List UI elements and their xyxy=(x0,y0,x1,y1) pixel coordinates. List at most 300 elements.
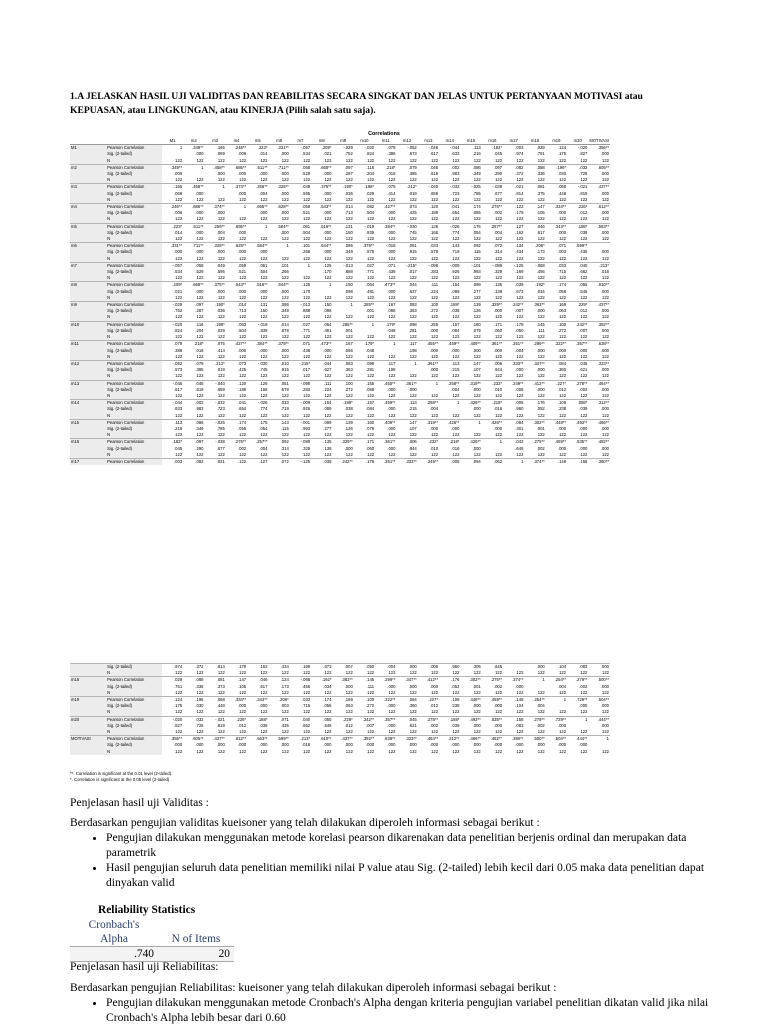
correlation-cell: .000 xyxy=(600,406,609,412)
correlation-cell: -.025 xyxy=(460,184,481,191)
correlation-cell: .108 xyxy=(439,697,460,704)
correlation-cell: 122 xyxy=(388,689,396,695)
correlation-cell: .029 xyxy=(216,327,225,333)
correlation-cell: .459** xyxy=(546,439,567,446)
correlation-cell: .069 xyxy=(216,151,225,157)
correlation-cell: 122 xyxy=(217,670,225,676)
correlation-cell: 122 xyxy=(452,314,460,320)
correlation-cell: .915 xyxy=(280,367,289,373)
correlation-cell: .771 xyxy=(365,269,375,275)
table-row xyxy=(70,432,610,439)
correlation-cell: .160 xyxy=(354,419,375,426)
table-row xyxy=(70,184,610,191)
correlation-cell: .414 xyxy=(387,190,396,196)
correlation-cell: 122 xyxy=(452,451,460,457)
table-row xyxy=(70,282,610,289)
correlation-cell: 122 xyxy=(281,177,289,183)
correlation-cell: .048 xyxy=(365,347,375,353)
correlation-cell: .713 xyxy=(344,210,353,216)
correlation-cell: .147 xyxy=(226,677,247,684)
row-statistic-label: N xyxy=(105,393,162,400)
correlation-cell: .039 xyxy=(451,722,460,728)
correlation-cell: .329 xyxy=(493,269,503,275)
correlation-cell: .176 xyxy=(439,677,460,684)
correlation-cell: .154 xyxy=(439,282,460,289)
correlation-cell: .006 xyxy=(515,386,524,392)
correlation-cell: .459** xyxy=(482,697,503,704)
correlation-cell: .062 xyxy=(482,458,503,465)
correlation-cell: .673 xyxy=(311,664,332,671)
correlation-cell: .179 xyxy=(515,210,524,216)
correlation-cell: .032 xyxy=(183,716,204,723)
table-row xyxy=(70,216,610,223)
correlation-cell: .099 xyxy=(460,282,481,289)
correlation-cell: .711** xyxy=(268,164,289,171)
correlation-cell: 122 xyxy=(388,748,396,754)
correlation-cell: 122 xyxy=(452,729,460,735)
correlation-cell: 122 xyxy=(324,353,332,359)
correlation-cell: 122 xyxy=(260,670,268,676)
correlation-cell: .290 xyxy=(493,171,503,177)
row-statistic-label: Sig. (2-tailed) xyxy=(105,328,162,334)
correlation-cell: 122 xyxy=(452,670,460,676)
correlation-cell: .000 xyxy=(579,347,588,353)
correlation-cell: .169 xyxy=(546,302,567,309)
correlation-cell: .097 xyxy=(183,439,204,446)
correlation-cell: -.020 xyxy=(162,716,183,723)
correlation-cell: .437** xyxy=(332,736,353,743)
correlation-cell: -.020 xyxy=(354,145,375,152)
correlation-cell: 122 xyxy=(260,216,268,222)
correlation-cell: .000 xyxy=(195,229,204,235)
correlation-cell: .212* xyxy=(396,184,417,191)
correlation-cell xyxy=(588,243,610,250)
correlation-cell: .010 xyxy=(429,445,439,451)
correlation-cell: 122 xyxy=(602,196,609,202)
correlation-cell: 122 xyxy=(473,748,481,754)
correlation-cell: .983 xyxy=(451,171,460,177)
correlation-cell: .839 xyxy=(259,327,268,333)
correlation-cell: .038 xyxy=(451,308,460,314)
table-row xyxy=(70,709,610,716)
correlation-cell: .084 xyxy=(396,697,417,704)
correlation-cell: .659 xyxy=(429,190,439,196)
row-statistic-label: Pearson Correlation xyxy=(105,419,162,426)
row-statistic-label: Sig. (2-tailed) xyxy=(105,348,162,354)
correlation-cell: 122 xyxy=(239,353,247,359)
correlation-cell: .003 xyxy=(503,145,524,152)
correlation-cell: .000 xyxy=(600,386,609,392)
row-statistic-label: N xyxy=(105,432,162,439)
correlation-cell: 122 xyxy=(345,373,353,379)
correlation-cell: .036 xyxy=(344,190,353,196)
correlation-cell: .016 xyxy=(195,347,204,353)
row-statistic-label: Pearson Correlation xyxy=(105,677,162,684)
correlation-cell: 122 xyxy=(239,177,247,183)
row-statistic-label: Sig. (2-tailed) xyxy=(105,289,162,295)
correlation-cell: 1 xyxy=(396,360,417,367)
correlation-cell: 122 xyxy=(537,216,545,222)
correlation-cell: .089 xyxy=(451,288,460,294)
correlation-cell: 122 xyxy=(431,334,439,340)
correlation-cell: 122 xyxy=(281,157,289,163)
correlation-cell: .165 xyxy=(204,145,225,152)
table-row xyxy=(70,236,610,243)
correlation-cell: 122 xyxy=(559,451,567,457)
correlation-cell: -.032 xyxy=(204,400,225,407)
correlation-cell: .051 xyxy=(268,380,289,387)
correlation-cell: .595 xyxy=(216,269,225,275)
correlation-cell: 122 xyxy=(602,236,609,242)
correlation-cell: 122 xyxy=(516,412,524,418)
column-header: m8 xyxy=(311,138,332,145)
correlation-cell: 122 xyxy=(473,196,481,202)
correlation-cell: .545 xyxy=(323,722,332,728)
correlation-cell: .097 xyxy=(183,302,204,309)
correlation-cell: .100 xyxy=(354,697,375,704)
correlation-cell: 122 xyxy=(388,334,396,340)
correlation-cell: .374** xyxy=(524,458,545,465)
correlation-cell: .000 xyxy=(557,229,567,235)
column-header: m4 xyxy=(226,138,247,145)
correlation-cell: .111 xyxy=(418,282,439,289)
correlation-cell: .360 xyxy=(408,703,417,709)
correlation-cell: -.052 xyxy=(396,145,417,152)
correlation-cell: 122 xyxy=(175,255,183,261)
correlation-cell: 122 xyxy=(495,729,503,735)
correlation-cell: 122 xyxy=(537,689,545,695)
correlation-cell: 122 xyxy=(559,236,567,242)
correlation-cell: 122 xyxy=(495,255,503,261)
correlation-cell: .000 xyxy=(323,249,332,255)
correlation-cell: -.068 xyxy=(290,677,311,684)
table-row xyxy=(70,256,610,263)
correlation-cell: 122 xyxy=(516,236,524,242)
correlation-cell: .000 xyxy=(493,742,503,748)
correlation-cell: .448** xyxy=(460,697,481,704)
correlation-cell: .086 xyxy=(460,164,481,171)
correlation-cell: 122 xyxy=(516,353,524,359)
row-statistic-label: N xyxy=(105,670,162,677)
correlation-cell: .058 xyxy=(290,164,311,171)
row-statistic-label: N xyxy=(105,354,162,361)
row-variable-label: m9 xyxy=(70,302,105,309)
correlation-cell: .192* xyxy=(524,282,545,289)
correlation-cell: .012 xyxy=(579,210,588,216)
correlation-cell: .162 xyxy=(247,664,268,671)
correlation-cell: 122 xyxy=(473,392,481,398)
correlation-cell: .168 xyxy=(259,386,268,392)
correlation-cell: .021 xyxy=(323,151,332,157)
correlation-cell: -.101 xyxy=(460,262,481,269)
correlation-cell: .275** xyxy=(524,439,545,446)
correlation-cell: .752 xyxy=(174,308,183,314)
correlation-cell: -.021 xyxy=(567,184,588,191)
correlation-cell: .926 xyxy=(451,269,460,275)
correlation-cell: .000 xyxy=(280,190,289,196)
correlation-cell: .000 xyxy=(323,742,332,748)
correlation-cell: -.215* xyxy=(396,262,417,269)
correlation-cell: 122 xyxy=(452,177,460,183)
correlation-cell: .357** xyxy=(567,341,588,348)
correlation-cell: 122 xyxy=(580,314,588,320)
correlation-cell: .944 xyxy=(493,367,503,373)
correlation-cell: .135 xyxy=(482,282,503,289)
correlation-cell: 1 xyxy=(567,716,588,723)
correlation-cell: 122 xyxy=(324,373,332,379)
column-header xyxy=(70,138,105,145)
correlation-cell: .349 xyxy=(472,171,481,177)
correlation-cell: 122 xyxy=(388,177,396,183)
correlation-cell: 122 xyxy=(388,157,396,163)
correlation-cell: .188* xyxy=(567,223,588,230)
correlation-cell: .323** xyxy=(588,360,610,367)
correlation-cell: .249** xyxy=(503,380,524,387)
correlation-cell: 1 xyxy=(162,145,183,152)
correlation-cell: 122 xyxy=(473,373,481,379)
correlation-cell: .628** xyxy=(268,204,289,211)
correlation-cell: .000 xyxy=(216,171,225,177)
correlation-cell: .098 xyxy=(354,360,375,367)
correlation-cell: .126 xyxy=(247,380,268,387)
correlation-cell: 1 xyxy=(588,736,610,743)
column-header: m6 xyxy=(268,138,289,145)
correlation-cell: 122 xyxy=(196,729,204,735)
correlation-cell: .448 xyxy=(216,703,225,709)
correlation-cell: 122 xyxy=(345,729,353,735)
correlation-cell: .363** xyxy=(332,677,353,684)
correlation-cell: .000 xyxy=(237,703,247,709)
correlation-cell: 122 xyxy=(516,373,524,379)
correlation-cell: .176 xyxy=(524,400,545,407)
correlation-cell: .206* xyxy=(524,243,545,250)
correlation-cell: .000 xyxy=(280,347,289,353)
correlation-cell: .198* xyxy=(354,184,375,191)
correlation-cell: .000 xyxy=(600,722,609,728)
assignment-heading: 1.A JELASKAN HASIL UJI VALIDITAS DAN REABILITAS SECARA SINGKAT DAN JELAS UNTUK PERTANYAAN MOTIVASI atau KEPUASAN, atau LINGKUNGAN, atau KINERJA (Pilih salah satu saja). xyxy=(70,91,643,116)
row-statistic-label: Pearson Correlation xyxy=(105,164,162,171)
correlation-cell: .599** xyxy=(268,736,289,743)
correlation-cell: -.013 xyxy=(332,262,353,269)
validity-bullets xyxy=(70,830,710,890)
correlation-cell: .188* xyxy=(247,716,268,723)
correlation-cell: .612** xyxy=(226,736,247,743)
row-variable-label xyxy=(70,709,105,716)
correlation-cell: .373 xyxy=(216,683,225,689)
correlation-cell: .686** xyxy=(183,204,204,211)
correlation-cell: 122 xyxy=(431,255,439,261)
correlation-cell: .275** xyxy=(482,677,503,684)
correlation-cell: 122 xyxy=(516,216,524,222)
correlation-cell: .218* xyxy=(439,439,460,446)
correlation-cell: 122 xyxy=(495,748,503,754)
correlation-cell: 122 xyxy=(431,412,439,418)
correlation-cell: .272 xyxy=(557,327,567,333)
correlation-cell: 122 xyxy=(431,373,439,379)
correlation-cell: .218* xyxy=(482,400,503,407)
correlation-cell: 122 xyxy=(473,432,481,438)
correlation-cell: .209* xyxy=(162,282,183,289)
table-row xyxy=(70,314,610,321)
correlation-cell: .573 xyxy=(408,151,417,157)
row-statistic-label: Sig. (2-tailed) xyxy=(105,664,162,671)
correlation-cell: .054 xyxy=(472,229,481,235)
correlation-cell: 122 xyxy=(324,236,332,242)
correlation-cell: 122 xyxy=(367,353,375,359)
correlation-cell: .056 xyxy=(557,288,567,294)
correlation-cell: .029 xyxy=(162,677,183,684)
correlation-cell: .745 xyxy=(259,367,268,373)
correlation-cell: .504** xyxy=(588,697,610,704)
correlation-cell: .145 xyxy=(354,677,375,684)
correlation-cell: 122 xyxy=(239,275,247,281)
correlation-cell: 122 xyxy=(473,670,481,676)
correlation-cell: .083 xyxy=(396,302,417,309)
row-statistic-label: N xyxy=(105,216,162,223)
correlation-cell: .654 xyxy=(237,406,247,412)
correlation-cell: -.089 xyxy=(482,262,503,269)
row-statistic-label: Sig. (2-tailed) xyxy=(105,269,162,275)
correlation-cell: .155 xyxy=(354,380,375,387)
correlation-cell: 122 xyxy=(452,709,460,715)
correlation-cell: .824 xyxy=(174,327,183,333)
correlation-cell: 122 xyxy=(196,255,204,261)
correlation-cell: .002 xyxy=(493,210,503,216)
correlation-cell: .535** xyxy=(482,716,503,723)
correlation-cell: 122 xyxy=(473,353,481,359)
correlation-cell: .409** xyxy=(375,419,396,426)
correlation-cell: .107 xyxy=(472,367,481,373)
correlation-cell: .529 xyxy=(301,171,311,177)
correlation-cell: .021 xyxy=(174,288,183,294)
correlation-cell: .046 xyxy=(524,223,545,230)
correlation-cell: 122 xyxy=(260,294,268,300)
correlation-cell: .188* xyxy=(332,400,353,407)
correlation-cell: .147 xyxy=(524,204,545,211)
correlation-cell: .771 xyxy=(301,327,311,333)
correlation-cell: 122 xyxy=(324,689,332,695)
column-header xyxy=(105,138,162,145)
table-row xyxy=(70,729,610,736)
correlation-cell: 122 xyxy=(409,236,417,242)
correlation-cell: -.018 xyxy=(375,243,396,250)
correlation-cell: .272 xyxy=(429,308,439,314)
correlation-cell: 122 xyxy=(281,373,289,379)
correlation-cell: .209* xyxy=(311,145,332,152)
correlation-cell: 122 xyxy=(217,314,225,320)
correlation-cell: .005 xyxy=(439,458,460,465)
correlation-cell: .000 xyxy=(344,683,353,689)
correlation-cell: 122 xyxy=(239,196,247,202)
correlation-cell: 122 xyxy=(217,709,225,715)
correlation-cell: .000 xyxy=(472,703,481,709)
correlation-cell: 122 xyxy=(260,255,268,261)
correlation-cell: 122 xyxy=(217,177,225,183)
correlation-cell: 122 xyxy=(473,177,481,183)
correlation-cell: .000 xyxy=(216,210,225,216)
correlation-cell: .619 xyxy=(429,171,439,177)
correlation-cell: .086 xyxy=(332,243,353,250)
correlation-cell: .227* xyxy=(418,697,439,704)
correlation-cell: .044 xyxy=(396,282,417,289)
correlation-cell: 122 xyxy=(495,432,503,438)
row-statistic-label: Sig. (2-tailed) xyxy=(105,151,162,157)
correlation-cell: .839 xyxy=(365,229,375,235)
correlation-cell: 122 xyxy=(281,729,289,735)
correlation-cell: 122 xyxy=(303,236,311,242)
correlation-cell: .504 xyxy=(259,269,268,275)
correlation-cell: .000 xyxy=(195,742,204,748)
row-statistic-label: Pearson Correlation xyxy=(105,341,162,348)
correlation-cell: .302** xyxy=(524,419,545,426)
correlation-cell: .000 xyxy=(451,425,460,431)
correlation-cell: 122 xyxy=(473,216,481,222)
correlation-cell: 122 xyxy=(303,177,311,183)
correlation-cell: .084 xyxy=(451,327,460,333)
correlation-cell: 122 xyxy=(239,216,247,222)
correlation-cell: .040 xyxy=(290,716,311,723)
row-variable-label: m2 xyxy=(70,164,105,171)
column-header: m9 xyxy=(332,138,353,145)
correlation-cell: 122 xyxy=(431,275,439,281)
correlation-cell: 122 xyxy=(409,314,417,320)
correlation-cell: .014 xyxy=(226,302,247,309)
correlation-cell: .000 xyxy=(600,347,609,353)
correlation-cell: 122 xyxy=(217,392,225,398)
correlation-cell: 122 xyxy=(388,216,396,222)
correlation-cell: .171 xyxy=(354,439,375,446)
correlation-cell: .000 xyxy=(387,288,396,294)
column-header: m16 xyxy=(482,138,503,145)
correlation-cell: .218* xyxy=(183,341,204,348)
correlation-cell: 1 xyxy=(503,458,524,465)
correlation-cell: -.026 xyxy=(439,223,460,230)
correlation-cell: 122 xyxy=(345,294,353,300)
table-row xyxy=(70,295,610,302)
correlation-cell: .000 xyxy=(387,249,396,255)
correlation-cell: 122 xyxy=(260,709,268,715)
correlation-cell: .012 xyxy=(344,722,353,728)
correlation-cell: .215 xyxy=(408,406,417,412)
correlation-cell: 122 xyxy=(602,353,609,359)
correlation-cell: -.009 xyxy=(439,262,460,269)
correlation-cell: 122 xyxy=(345,451,353,457)
correlation-cell: .584** xyxy=(268,223,289,230)
correlation-cell: .249** xyxy=(418,458,439,465)
row-variable-label xyxy=(70,393,105,400)
correlation-cell: 122 xyxy=(175,334,183,340)
row-statistic-label: Sig. (2-tailed) xyxy=(105,191,162,197)
column-header: M1 xyxy=(162,138,183,145)
correlation-cell: .974 xyxy=(515,151,524,157)
correlation-cell: .257** xyxy=(482,223,503,230)
correlation-cell: .677 xyxy=(493,190,503,196)
correlation-cell: 122 xyxy=(452,432,460,438)
correlation-cell: 122 xyxy=(239,670,247,676)
correlation-cell: .333** xyxy=(396,458,417,465)
correlation-cell: 122 xyxy=(345,177,353,183)
correlation-cell: .448 xyxy=(557,190,567,196)
correlation-cell: .002 xyxy=(237,445,247,451)
correlation-cell: .000 xyxy=(536,742,545,748)
correlation-cell: .238 xyxy=(451,703,460,709)
correlation-cell: .426** xyxy=(439,419,460,426)
correlation-cell: .305 xyxy=(460,664,481,671)
correlation-cell: .055 xyxy=(311,716,332,723)
correlation-cell: 122 xyxy=(431,748,439,754)
row-statistic-label: Sig. (2-tailed) xyxy=(105,210,162,216)
correlation-cell: 122 xyxy=(345,314,353,320)
